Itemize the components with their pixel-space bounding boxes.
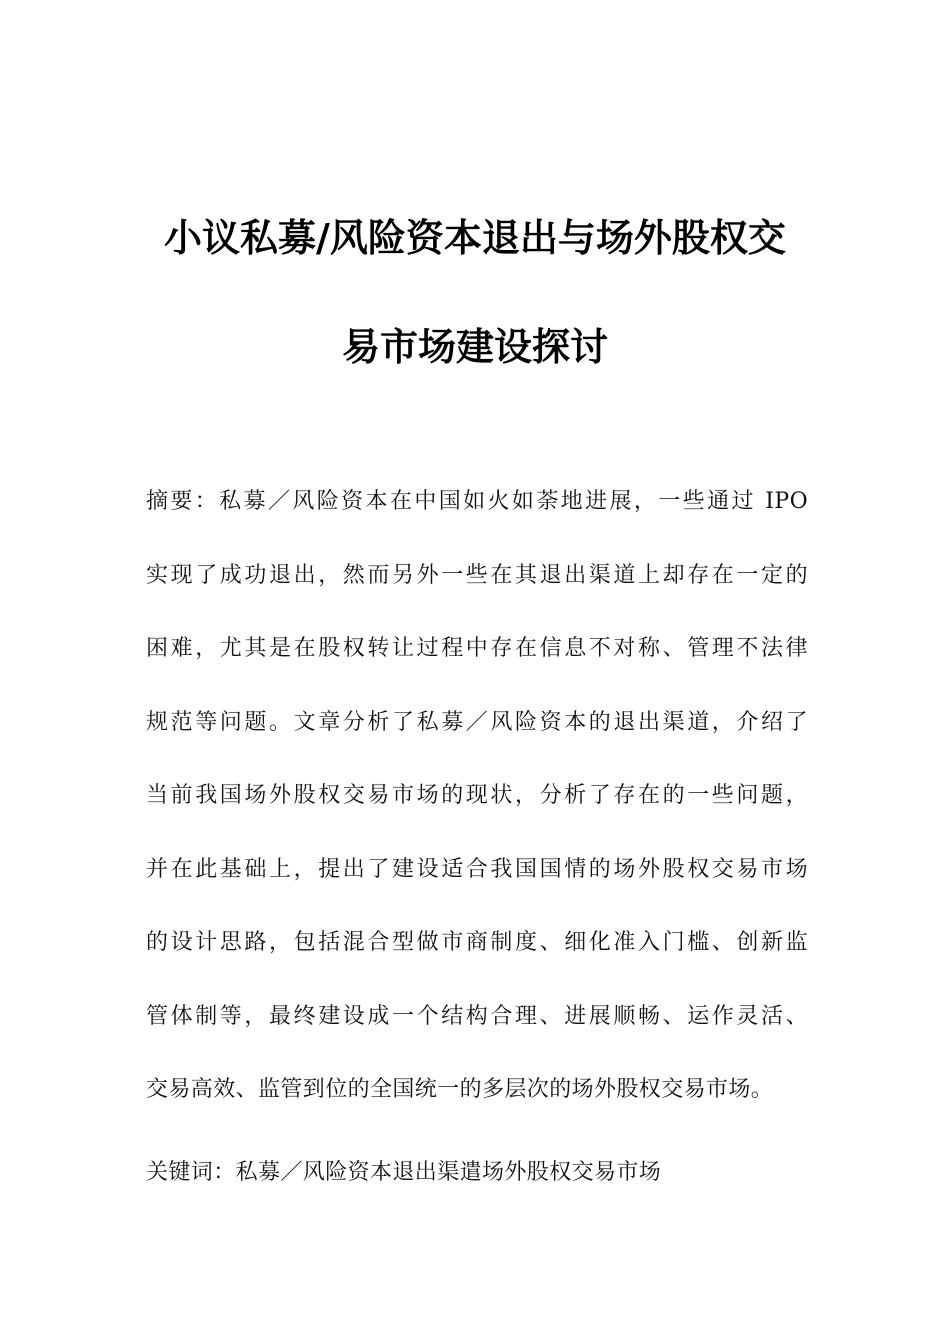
abstract-paragraph — [146, 484, 808, 1146]
abstract-line: 管体制等，最终建设成一个结构合理、进展顺畅、运作灵活、 — [146, 1003, 808, 1029]
abstract-line: 的设计思路，包括混合型做市商制度、细化准入门槛、创新监 — [146, 930, 808, 955]
title-line-1: 小议私募/风险资本退出与场外股权交 — [164, 216, 786, 260]
abstract-line: 交易高效、监管到位的全国统一的多层次的场外股权交易市场。 — [146, 1077, 774, 1102]
document-title — [0, 218, 950, 367]
abstract-line: 并在此基础上，提出了建设适合我国国情的场外股权交易市场 — [146, 856, 808, 882]
abstract-line: 困难，尤其是在股权转让过程中存在信息不对称、管理不法律 — [146, 636, 808, 661]
title-line-2: 易市场建设探讨 — [341, 325, 608, 369]
abstract-line: 规范等问题。文章分析了私募／风险资本的退出渠道，介绍了 — [146, 709, 808, 735]
abstract-line: 实现了成功退出，然而另外一些在其退出渠道上却存在一定的 — [146, 562, 808, 588]
keywords-line: 关键词：私募／风险资本退出渠遣场外股权交易市场 — [146, 1160, 662, 1185]
abstract-line: 当前我国场外股权交易市场的现状，分析了存在的一些问题， — [146, 783, 808, 808]
abstract-line: 摘要：私募／风险资本在中国如火如荼地进展，一些通过 IPO — [146, 489, 808, 514]
